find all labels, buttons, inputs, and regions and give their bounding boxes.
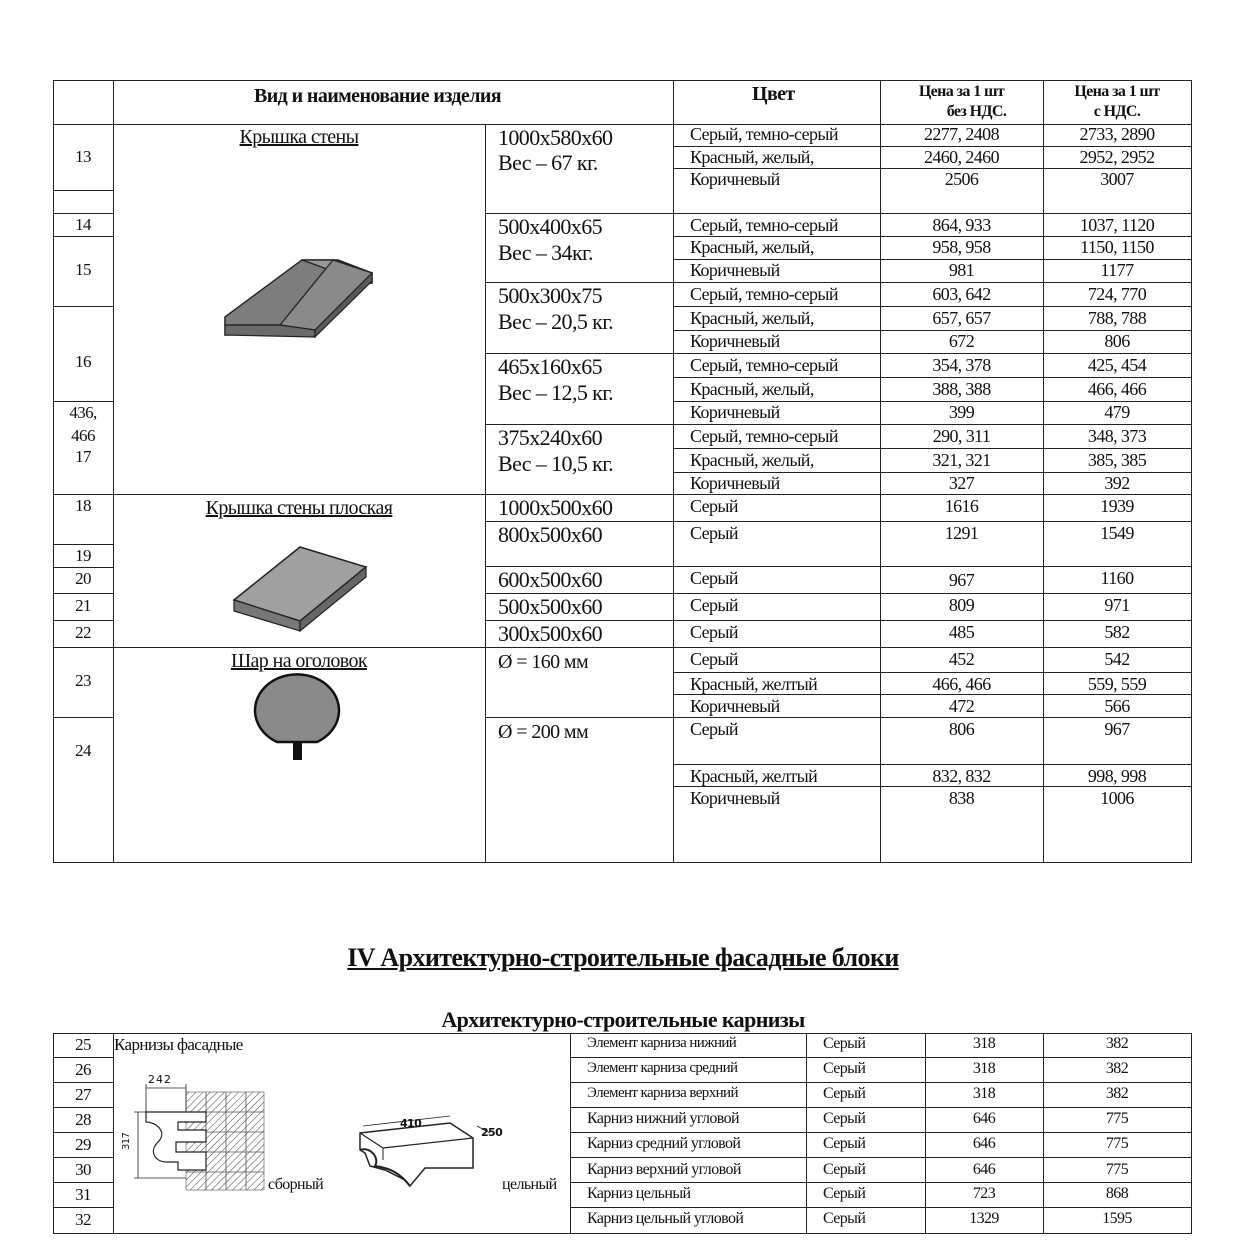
price-without-vat: 318 — [972, 1085, 996, 1102]
row-number: 14 — [75, 215, 91, 234]
cornice-item-name: Карниз средний угловой — [587, 1135, 741, 1152]
row-color: Серый, темно-серый — [690, 355, 838, 375]
row-color: Коричневый — [690, 788, 780, 808]
price-with-vat: 382 — [1105, 1085, 1129, 1102]
size-weight: Вес – 10,5 кг. — [498, 451, 614, 476]
price-without-vat: 838 — [948, 788, 975, 808]
row-number: 20 — [75, 569, 91, 588]
price-with-vat: 806 — [1104, 331, 1130, 351]
price-without-vat: 958, 958 — [932, 237, 991, 257]
row-color: Серый, темно-серый — [690, 215, 838, 235]
table-border — [53, 1157, 113, 1158]
price-with-vat: 559, 559 — [1087, 674, 1147, 694]
wall-cap-image — [220, 255, 380, 340]
table-border — [673, 377, 1192, 378]
cornice-item-name: Элемент карниза нижний — [587, 1035, 737, 1051]
size-dimensions: 300х500х60 — [498, 621, 603, 646]
price-without-vat: 1291 — [944, 523, 979, 543]
table-border — [53, 80, 1192, 81]
price-with-vat: 1939 — [1100, 496, 1134, 516]
row-color: Серый — [823, 1085, 866, 1102]
dimension-label: 250 — [481, 1126, 503, 1139]
row-color: Серый — [690, 595, 738, 615]
size-dimensions: 500х500х60 — [498, 594, 603, 619]
price-without-vat: 723 — [972, 1185, 996, 1202]
table-border — [806, 1033, 807, 1234]
header-color: Цвет — [752, 83, 795, 105]
row-number: 27 — [75, 1085, 91, 1104]
price-with-vat: 775 — [1105, 1135, 1129, 1152]
table-border — [53, 1233, 1192, 1234]
price-with-vat: 868 — [1105, 1185, 1129, 1202]
cornice-item-name: Карниз нижний угловой — [587, 1110, 740, 1127]
row-color: Серый — [823, 1161, 866, 1178]
table-border — [53, 401, 113, 402]
table-border — [53, 593, 113, 594]
price-without-vat: 318 — [972, 1060, 996, 1077]
table-border — [673, 694, 1192, 695]
cornice-item-name: Элемент карниза средний — [587, 1060, 738, 1076]
size-weight: Вес – 12,5 кг. — [498, 380, 614, 405]
price-without-vat: 466, 466 — [932, 674, 991, 694]
table-border — [570, 1207, 1192, 1208]
price-without-vat: 327 — [948, 473, 975, 493]
price-with-vat: 1006 — [1100, 788, 1134, 808]
row-number: 32 — [75, 1210, 91, 1229]
price-with-vat: 382 — [1105, 1035, 1129, 1052]
table-border — [673, 786, 1192, 787]
price-without-vat: 399 — [948, 402, 975, 422]
price-with-vat: 385, 385 — [1087, 450, 1147, 470]
row-color: Красный, желый, — [690, 379, 814, 399]
price-without-vat: 321, 321 — [932, 450, 991, 470]
row-number: 17 — [75, 447, 91, 466]
price-with-vat: 971 — [1104, 595, 1130, 615]
price-with-vat: 1037, 1120 — [1079, 215, 1155, 235]
price-without-vat: 603, 642 — [932, 284, 991, 304]
row-color: Коричневый — [690, 402, 780, 422]
size-diameter: Ø = 200 мм — [498, 721, 589, 743]
price-without-vat: 646 — [972, 1110, 996, 1127]
table-border — [485, 717, 1192, 718]
table-border — [53, 862, 1192, 863]
size-weight: Вес – 34кг. — [498, 240, 593, 265]
row-number: 15 — [75, 260, 91, 279]
table-border — [570, 1033, 571, 1234]
row-color: Серый, темно-серый — [690, 124, 838, 144]
price-without-vat: 646 — [972, 1161, 996, 1178]
row-number: 30 — [75, 1160, 91, 1179]
row-color: Красный, желый, — [690, 237, 814, 257]
price-without-vat: 290, 311 — [932, 426, 991, 446]
table-border — [53, 1182, 113, 1183]
table-border — [53, 1132, 113, 1133]
row-color: Серый — [690, 719, 738, 739]
table-border — [53, 544, 113, 545]
table-border — [53, 620, 113, 621]
table-border — [53, 1057, 113, 1058]
row-number: 19 — [75, 546, 91, 565]
row-color: Коричневый — [690, 696, 780, 716]
assembled-cornice-drawing — [126, 1070, 276, 1190]
price-with-vat: 1549 — [1100, 523, 1134, 543]
row-color: Серый, темно-серый — [690, 284, 838, 304]
price-without-vat: 1329 — [969, 1210, 999, 1227]
table-border — [53, 647, 1192, 648]
price-with-vat: 724, 770 — [1087, 284, 1147, 304]
table-border — [570, 1107, 1192, 1108]
price-with-vat: 382 — [1105, 1060, 1129, 1077]
size-weight: Вес – 20,5 кг. — [498, 309, 614, 334]
row-number: 23 — [75, 671, 91, 690]
row-color: Серый, темно-серый — [690, 426, 838, 446]
price-with-vat: 775 — [1105, 1110, 1129, 1127]
table-border — [113, 80, 114, 863]
price-without-vat: 2506 — [944, 169, 979, 189]
product-name-flat-wall-cap: Крышка стены плоская — [205, 497, 393, 519]
row-number: 436, — [69, 403, 97, 422]
row-number: 28 — [75, 1110, 91, 1129]
table-border — [570, 1132, 1192, 1133]
row-number: 31 — [75, 1185, 91, 1204]
row-number: 466 — [71, 426, 95, 445]
price-without-vat: 806 — [948, 719, 975, 739]
table-border — [53, 236, 113, 237]
price-without-vat: 832, 832 — [932, 766, 991, 786]
price-without-vat: 472 — [948, 696, 975, 716]
table-border — [673, 672, 1192, 673]
row-color: Красный, желтый — [690, 766, 818, 786]
row-number: 16 — [75, 352, 91, 371]
price-without-vat: 809 — [948, 595, 975, 615]
row-number: 13 — [75, 147, 91, 166]
cornice-item-name: Карниз цельный угловой — [587, 1210, 744, 1227]
table-border — [53, 1107, 113, 1108]
price-with-vat: 466, 466 — [1087, 379, 1147, 399]
header-product: Вид и наименование изделия — [254, 85, 501, 107]
price-without-vat: 2460, 2460 — [923, 147, 999, 167]
price-with-vat: 775 — [1105, 1161, 1129, 1178]
size-dimensions: 800х500х60 — [498, 522, 603, 547]
flat-wall-cap-image — [232, 545, 372, 635]
header-price-vat-line2: с НДС. — [1093, 103, 1141, 120]
table-border — [1191, 1033, 1192, 1234]
price-with-vat: 542 — [1104, 649, 1130, 669]
price-without-vat: 2277, 2408 — [923, 124, 999, 144]
price-with-vat: 2733, 2890 — [1079, 124, 1155, 144]
price-with-vat: 998, 998 — [1087, 766, 1147, 786]
row-color: Серый — [823, 1210, 866, 1227]
row-color: Серый — [690, 496, 738, 516]
price-without-vat: 452 — [948, 649, 975, 669]
row-color: Красный, желый, — [690, 308, 814, 328]
row-color: Серый — [690, 622, 738, 642]
price-without-vat: 646 — [972, 1135, 996, 1152]
table-border — [53, 494, 1192, 495]
table-border — [53, 1207, 113, 1208]
price-without-vat: 657, 657 — [932, 308, 991, 328]
row-color: Красный, желый, — [690, 450, 814, 470]
row-number: 26 — [75, 1060, 91, 1079]
table-border — [53, 717, 113, 718]
row-number: 25 — [75, 1035, 91, 1054]
row-color: Красный, желый, — [690, 147, 814, 167]
header-price-no-vat-line2: без НДС. — [946, 103, 1007, 120]
table-border — [570, 1182, 1192, 1183]
row-number: 21 — [75, 596, 91, 615]
size-dimensions: 500х400х65 — [498, 214, 603, 239]
product-name-wall-cap: Крышка стены — [239, 126, 359, 148]
size-dimensions: 600х500х60 — [498, 567, 603, 592]
row-color: Коричневый — [690, 473, 780, 493]
price-without-vat: 354, 378 — [932, 355, 991, 375]
row-color: Серый — [823, 1110, 866, 1127]
row-color: Серый — [690, 568, 738, 588]
row-color: Серый — [823, 1185, 866, 1202]
dimension-label: 317 — [121, 1132, 132, 1150]
price-without-vat: 981 — [948, 260, 975, 280]
size-weight: Вес – 67 кг. — [498, 150, 598, 175]
price-without-vat: 388, 388 — [932, 379, 991, 399]
dimension-label: 242 — [148, 1073, 172, 1086]
row-color: Коричневый — [690, 169, 780, 189]
price-without-vat: 672 — [948, 331, 975, 351]
price-without-vat: 864, 933 — [932, 215, 991, 235]
table-border — [53, 306, 113, 307]
row-color: Коричневый — [690, 331, 780, 351]
price-with-vat: 1160 — [1100, 568, 1134, 588]
table-border — [113, 1033, 114, 1234]
price-without-vat: 1616 — [944, 496, 979, 516]
price-without-vat: 485 — [948, 622, 975, 642]
row-color: Серый — [823, 1060, 866, 1077]
cornice-item-name: Элемент карниза верхний — [587, 1085, 738, 1101]
label-solid: цельный — [502, 1176, 557, 1193]
price-with-vat: 2952, 2952 — [1079, 147, 1155, 167]
price-with-vat: 425, 454 — [1087, 355, 1147, 375]
row-number: 22 — [75, 623, 91, 642]
price-with-vat: 788, 788 — [1087, 308, 1147, 328]
row-color: Серый — [823, 1035, 866, 1052]
row-number: 24 — [75, 741, 91, 760]
product-name-cornices: Карнизы фасадные — [114, 1035, 243, 1054]
price-with-vat: 582 — [1104, 622, 1130, 642]
row-color: Коричневый — [690, 260, 780, 280]
header-price-vat-line1: Цена за 1 шт — [1074, 83, 1160, 100]
price-with-vat: 3007 — [1100, 169, 1134, 189]
size-dimensions: 375х240х60 — [498, 425, 603, 450]
table-border — [673, 764, 1192, 765]
row-number: 18 — [75, 496, 91, 515]
price-with-vat: 348, 373 — [1087, 426, 1147, 446]
table-border — [570, 1082, 1192, 1083]
table-border — [673, 448, 1192, 449]
price-with-vat: 1150, 1150 — [1080, 237, 1154, 257]
section-subtitle: Архитектурно-строительные карнизы — [441, 1007, 805, 1032]
section-title: IV Архитектурно-строительные фасадные блоки — [347, 943, 899, 972]
table-border — [570, 1157, 1192, 1158]
solid-cornice-drawing — [355, 1118, 495, 1193]
size-dimensions: 465х160х65 — [498, 354, 603, 379]
label-assembled: сборный — [268, 1176, 324, 1193]
table-border — [53, 190, 113, 191]
price-with-vat: 1595 — [1102, 1210, 1132, 1227]
price-with-vat: 392 — [1104, 473, 1130, 493]
row-color: Серый — [690, 649, 738, 669]
price-with-vat: 566 — [1104, 696, 1130, 716]
price-with-vat: 1177 — [1100, 260, 1134, 280]
table-border — [673, 306, 1192, 307]
table-border — [570, 1057, 1192, 1058]
cornice-item-name: Карниз цельный — [587, 1185, 691, 1202]
size-dimensions: 500х300х75 — [498, 283, 603, 308]
price-with-vat: 967 — [1104, 719, 1130, 739]
row-number: 29 — [75, 1135, 91, 1154]
size-dimensions: 1000х500х60 — [498, 495, 613, 520]
table-border — [53, 1082, 113, 1083]
row-color: Серый — [690, 523, 738, 543]
row-color: Красный, желтый — [690, 674, 818, 694]
header-price-no-vat-line1: Цена за 1 шт — [918, 83, 1005, 100]
price-without-vat: 967 — [948, 570, 975, 590]
price-with-vat: 479 — [1104, 402, 1130, 422]
size-diameter: Ø = 160 мм — [498, 651, 589, 673]
product-name-pillar-ball: Шар на оголовок — [230, 650, 368, 672]
size-dimensions: 1000х580х60 — [498, 125, 613, 150]
pillar-ball-image — [255, 674, 345, 762]
row-color: Серый — [823, 1135, 866, 1152]
price-without-vat: 318 — [972, 1035, 996, 1052]
dimension-label: 410 — [400, 1117, 422, 1130]
table-border — [53, 1033, 1192, 1034]
cornice-item-name: Карниз верхний угловой — [587, 1161, 741, 1178]
table-border — [53, 213, 113, 214]
table-border — [53, 567, 113, 568]
